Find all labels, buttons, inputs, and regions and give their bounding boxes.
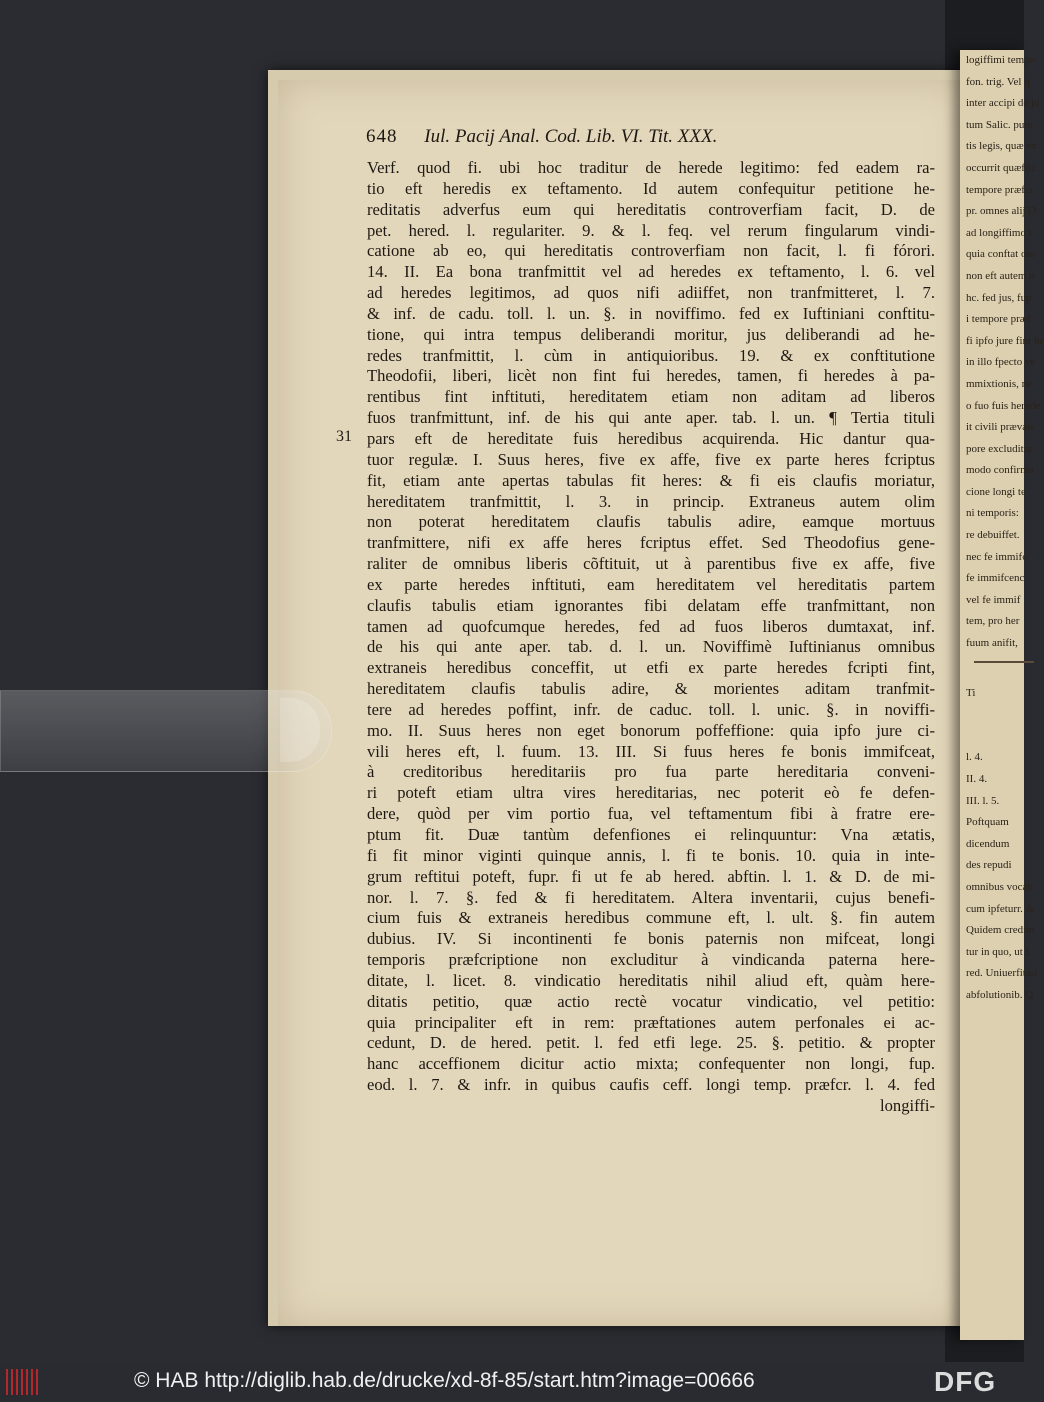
- text-line: non poterat hereditatem claufis tabulis adire, eamque mortuus: [367, 512, 935, 532]
- footer-bar: [0, 1362, 1024, 1402]
- text-line: dubius. IV. Si incontinenti fe bonis paternis non mifceat, longi: [367, 929, 935, 949]
- text-line: ptum fit. Duæ tantùm defenfiones ei relinquuntur: Vna ætatis,: [367, 825, 935, 844]
- neighbor-line: fi ipfo jure fint he: [966, 334, 1044, 347]
- text-line: hereditatem tranfmittit, l. 3. in princip. Extraneus autem olim: [367, 491, 935, 511]
- text-line: vili heres eft, l. fuum. 13. III. Si fuus heres fe bonis immifceat,: [367, 741, 935, 761]
- text-line: raliter de omnibus liberis cõftituit, ut à parentibus five ex affe, five: [367, 554, 935, 574]
- text-line: mo. II. Suus heres non eget bonorum poffeffione: quia ipfo jure ci-: [367, 720, 935, 740]
- neighbor-line: Ti: [966, 686, 976, 699]
- text-line: claufis tabulis etiam ignorantes fibi delatam effe tranfmittant, non: [367, 595, 935, 615]
- neighbor-page-rule: [974, 661, 1034, 663]
- neighbor-line: pr. omnes alij D: [966, 205, 1037, 218]
- margin-number: 31: [336, 428, 352, 445]
- text-line: fi fit minor viginti quinque annis, l. fi te bonis. 10. quia in inte-: [367, 845, 935, 865]
- neighbor-line: Quidem credim: [966, 924, 1035, 937]
- neighbor-line: III. l. 5.: [966, 794, 1000, 807]
- neighbor-line: II. 4.: [966, 773, 988, 785]
- text-line: tuor regulæ. I. Suus heres, five ex affe, five ex parte heres fcriptus: [367, 449, 935, 469]
- neighbor-line: ni temporis:: [966, 507, 1019, 520]
- neighbor-line: i tempore præf: [966, 313, 1031, 326]
- neighbor-line: modo confirma: [966, 464, 1034, 477]
- text-line: Verf. quod fi. ubi hoc traditur de herede legitimo: fed eadem ra-: [367, 158, 935, 177]
- neighbor-line: re debuiffet.: [966, 529, 1020, 542]
- neighbor-line: inter accipi de ju: [966, 97, 1040, 110]
- text-line: nor. l. 7. §. fed & fi hereditatem. Altera inventarii, cujus benefi-: [367, 887, 935, 907]
- text-line: tranfmittere, nifi ex affe heres fcriptus effet. Sed Theodofius gene-: [367, 533, 935, 553]
- neighbor-line: in illo fpecto ve: [966, 356, 1036, 369]
- neighbor-line: tis legis, quæ ex: [966, 140, 1037, 153]
- text-line: tere ad heredes poffint, infr. de caduc. toll. l. unic. §. in noviffi-: [367, 699, 935, 719]
- neighbor-line: fe immifcenc: [966, 572, 1025, 585]
- neighbor-line: fon. trig. Vel q: [966, 75, 1030, 88]
- text-line: dere, quòd per vim portio fua, vel teftamentum fibi à fratre ere-: [367, 804, 935, 824]
- neighbor-line: mmixtionis, ne: [966, 377, 1032, 390]
- text-line: ditatis petitio, quæ actio rectè vocatur vindicatio, vel petitio:: [367, 991, 935, 1011]
- text-line: pars eft de hereditate fuis heredibus acquirenda. Hic dantur qua-: [367, 428, 935, 448]
- text-line: & inf. de cadu. toll. l. un. §. in noviffimo. fed ex Iuftiniani conftitu-: [367, 303, 935, 323]
- neighbor-page-text-bottom: [960, 683, 1038, 1007]
- text-line: ex parte heredes inftituti, eam hereditatem vel hereditatis partem: [367, 574, 935, 594]
- text-line: eod. l. 7. & infr. in quibus caufis ceff. longi temp. præfcr. l. 4. fed: [367, 1075, 935, 1095]
- text-line: grum reftitui poteft, fupr. fi ut fe ab hered. abftin. l. 1. & D. de mi-: [367, 866, 935, 886]
- neighbor-line: tum Salic. puto: [966, 118, 1033, 131]
- text-line: temporis præfcriptione non excluditur à vindicanda paterna here-: [367, 950, 935, 970]
- neighbor-line: nec fe immifc: [966, 550, 1028, 563]
- page-number: 648: [366, 126, 398, 147]
- neighbor-line: pore excluditur: [966, 442, 1033, 455]
- text-line: ri poteft etiam ultra vires hereditarias, nec poterit eò fe defen-: [367, 783, 935, 803]
- text-line: 14. II. Ea bona tranfmittit vel ad heredes ex teftamento, l. 6. vel: [367, 262, 935, 282]
- text-line: à creditoribus hereditariis pro fua parte hereditaria conveni-: [367, 762, 935, 782]
- catchword: longiffi-: [880, 1095, 935, 1115]
- running-head-title: Iul. Pacij Anal. Cod. Lib. VI. Tit. XXX.: [424, 126, 718, 147]
- neighbor-page-text-top: [960, 50, 1044, 655]
- neighbor-line: red. Uniuerfitari: [966, 967, 1038, 980]
- neighbor-line: o fuo fuis herede: [966, 399, 1041, 412]
- neighbor-line: ad longiffimo t: [966, 226, 1032, 239]
- text-line: Theodofii, liberi, licèt non fint fui heredes, tamen, fi heredes à pa-: [367, 366, 935, 386]
- neighbor-page: [960, 50, 1044, 1340]
- neighbor-line: cum ipfeturr. &: [966, 902, 1035, 915]
- hab-logo-icon: [6, 1369, 40, 1395]
- copyright-url[interactable]: © HAB http://diglib.hab.de/drucke/xd-8f-85/start.htm?image=00666: [134, 1369, 755, 1392]
- neighbor-line: des repudi: [966, 859, 1012, 872]
- text-line: ad heredes legitimos, ad quos nifi adiiffet, non tranfmitteret, l. 7.: [367, 283, 935, 303]
- main-text-block: [367, 158, 935, 1117]
- text-line: de his qui ante aper. tab. d. l. un. Noviffimè Iuftinianus omnibus: [367, 637, 935, 657]
- text-line: redes tranfmittit, l. cùm in antiquioribus. 19. & ex conftitutione: [367, 345, 935, 365]
- neighbor-line: hc. fed jus, fup: [966, 291, 1032, 304]
- text-line: reditatis adverfus eum qui hereditatis controverfiam facit, D. de: [367, 199, 935, 219]
- neighbor-line: cione longi te: [966, 485, 1026, 498]
- text-line: fuos tranfmittunt, inf. de his qui ante aper. tab. l. un. ¶ Tertia tituli: [367, 408, 935, 428]
- text-line: ditate, l. licet. 8. vindicatio hereditatis nihil aliud eft, quàm here-: [367, 970, 935, 990]
- neighbor-line: occurrit quæftic: [966, 161, 1036, 174]
- text-line: cium fuis & extraneis heredibus commune eft, l. ult. §. fin autem: [367, 908, 935, 928]
- text-line: quia principaliter eft in rem: præftationes autem perfonales ei ac-: [367, 1012, 935, 1032]
- text-line: cedunt, D. de hered. petit. l. fed etfi lege. 25. §. petitio. & propter: [367, 1033, 935, 1053]
- neighbor-line: it civili prævale: [966, 421, 1036, 434]
- neighbor-line: vel fe immif: [966, 593, 1021, 606]
- text-line: fit, etiam ante apertas tabulas fit heres: & fi eis claufis moriatur,: [367, 470, 935, 490]
- dfg-logo: DFG: [934, 1366, 997, 1397]
- neighbor-line: fuum anifit,: [966, 637, 1018, 650]
- neighbor-line: tempore præfcr: [966, 183, 1034, 196]
- text-line: tione, qui intra tempus deliberandi moritur, jus deliberandi ad he-: [367, 324, 935, 344]
- text-line: tamen ad quofcumque heredes, fed ad fuos liberos dumtaxat, inf.: [367, 616, 935, 636]
- neighbor-line: Poftquam: [966, 816, 1009, 829]
- neighbor-line: tur in quo, ut l.: [966, 945, 1032, 958]
- text-line: rentibus fint inftituti, hereditatem etiam non aditam ad liberos: [367, 387, 935, 407]
- text-line: hanc acceffionem dicitur actio mixta; confequenter non longi, fup.: [367, 1054, 935, 1074]
- neighbor-line: dicendum: [966, 837, 1010, 850]
- text-line: extraneis heredibus conceffit, ut etfi ex parte heredes fcripti fint,: [367, 658, 935, 678]
- neighbor-line: [960, 704, 1024, 726]
- neighbor-line: tem, pro her: [966, 615, 1020, 628]
- neighbor-line: quia conftat om: [966, 248, 1036, 261]
- running-header: [366, 126, 846, 148]
- neighbor-line: abfolutionib. Q: [966, 988, 1034, 1001]
- text-line: tio eft heredis ex teftamento. Id autem confequitur petitione he-: [367, 178, 935, 198]
- neighbor-line: omnibus vocab: [966, 880, 1033, 893]
- text-line: catione ab eo, qui hereditatis controverfiam non facit, l. fi fórori.: [367, 241, 935, 261]
- text-line: hereditatem claufis tabulis adire, & morientes aditam tranfmit-: [367, 679, 935, 699]
- text-line: pet. hered. l. regulariter. 9. & l. feq. vel rerum fingularum vindi-: [367, 220, 935, 240]
- neighbor-line: [960, 726, 1024, 748]
- neighbor-line: l. 4.: [966, 751, 983, 764]
- neighbor-line: non eft autem n: [966, 269, 1035, 282]
- neighbor-line: logiffimi tempo: [966, 54, 1036, 66]
